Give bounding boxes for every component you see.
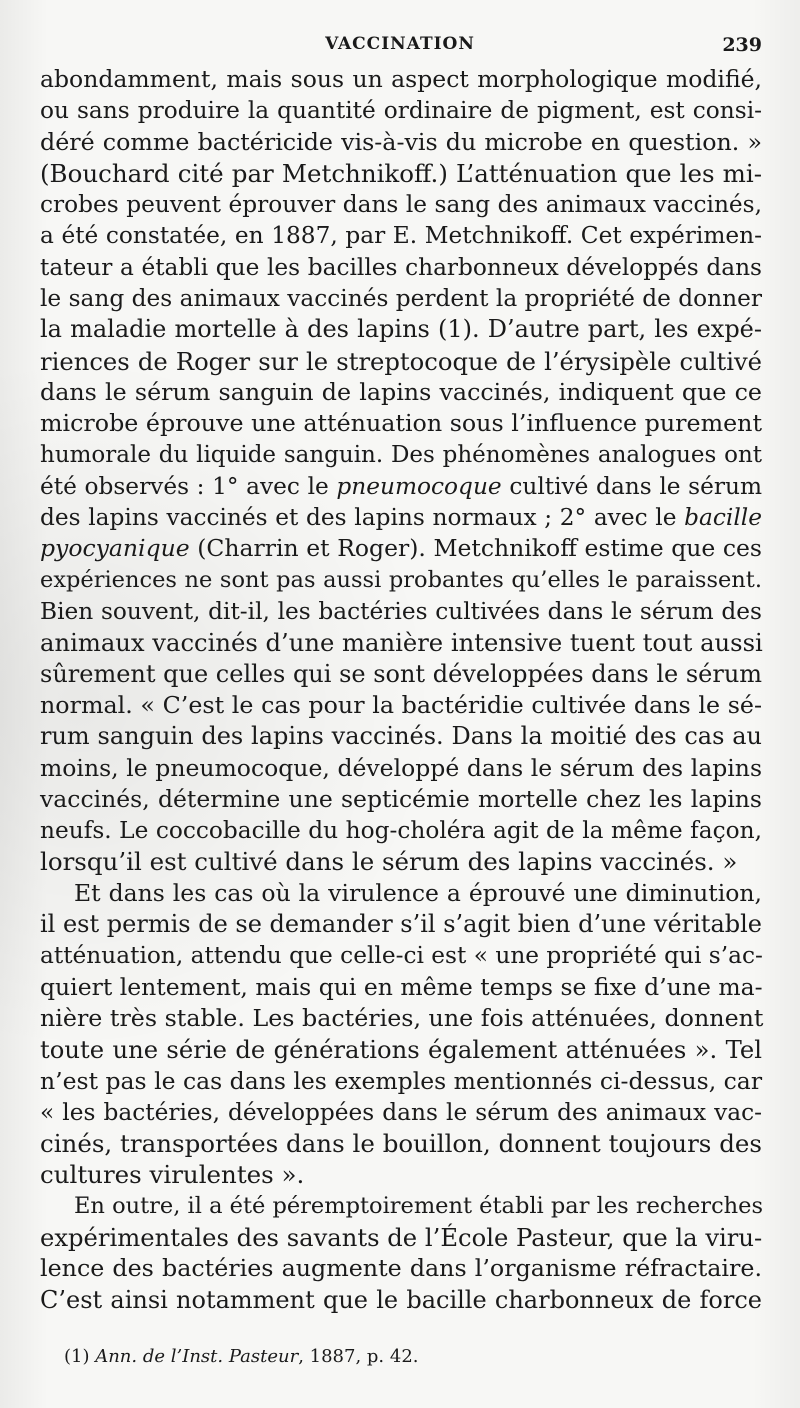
text-line: abondamment, mais sous un aspect morphologique modifié,	[40, 65, 762, 93]
footnote-source: Ann. de l’Inst. Pasteur	[95, 1346, 299, 1367]
text-line: humorale du liquide sanguin. Des phénomènes analogues ont	[40, 441, 762, 468]
text-line: C’est ainsi notamment que le bacille charbonneux de force	[40, 1285, 762, 1314]
italic-term: pneumocoque	[336, 472, 502, 500]
text-line: expériences ne sont pas aussi probantes qu’elles le paraissent.	[40, 566, 762, 593]
text-line: nière très stable. Les bactéries, une fois atténuées, donnent	[40, 1003, 764, 1032]
text-line: En outre, il a été péremptoirement établi par les recherches	[74, 1192, 764, 1219]
text-line	[40, 502, 762, 533]
text-line: n’est pas le cas dans les exemples mentionnés ci-dessus, car	[40, 1066, 763, 1095]
text-line: ou sans produire la quantité ordinaire de pigment, est consi-	[40, 97, 762, 125]
text-line: quiert lentement, mais qui en même temps se fixe d’une ma-	[40, 972, 763, 1001]
running-title: VACCINATION	[325, 34, 475, 54]
text-line: a été constatée, en 1887, par E. Metchnikoff. Cet expérimen-	[40, 222, 762, 250]
text-line: déré comme bactéricide vis-à-vis du microbe en question. »	[40, 127, 762, 156]
text-line: toute une série de générations également atténuées ». Tel	[40, 1035, 762, 1065]
body-text	[40, 64, 762, 1316]
text-line	[40, 471, 762, 502]
italic-term: pyocyanique	[40, 534, 190, 563]
text-segment: (Charrin et Roger). Metchnikoff estime que ces	[189, 534, 762, 563]
text-line: normal. « C’est le cas pour la bactéridie cultivée dans le sé-	[40, 690, 762, 719]
page-number: 239	[722, 34, 762, 56]
text-line: le sang des animaux vaccinés perdent la propriété de donner	[40, 285, 762, 313]
text-line: cinés, transportées dans le bouillon, donnent toujours des	[40, 1129, 762, 1159]
text-line: Et dans les cas où la virulence a éprouvé une diminution,	[74, 878, 762, 907]
text-line: expérimentales des savants de l’École Pasteur, que la viru-	[40, 1222, 763, 1252]
text-line: dans le sérum sanguin de lapins vaccinés, indiquent que ce	[40, 377, 762, 406]
text-line: animaux vaccinés d’une manière intensive tuent tout aussi	[40, 628, 763, 658]
text-line: atténuation, attendu que celle-ci est « une propriété qui s’ac-	[40, 942, 763, 970]
text-line: cultures virulentes ».	[40, 1160, 305, 1190]
text-line: moins, le pneumocoque, développé dans le sérum des lapins	[40, 753, 762, 782]
text-line: crobes peuvent éprouver dans le sang des animaux vaccinés,	[40, 191, 762, 219]
text-line: riences de Roger sur le streptocoque de l’érysipèle cultivé	[40, 346, 762, 376]
text-line: lorsqu’il est cultivé dans le sérum des lapins vaccinés. »	[40, 847, 738, 877]
text-segment: cultivé dans le sérum	[501, 472, 762, 500]
text-segment: été observés : 1° avec le	[40, 472, 337, 500]
text-line: il est permis de se demander s’il s’agit bien d’une véritable	[40, 910, 762, 939]
text-line: sûrement que celles qui se sont développées dans le sérum	[40, 659, 763, 688]
text-line: rum sanguin des lapins vaccinés. Dans la moitié des cas au	[40, 722, 762, 751]
footnote	[64, 1346, 419, 1367]
footnote-details: , 1887, p. 42.	[298, 1346, 419, 1367]
footnote-marker: (1)	[64, 1346, 96, 1367]
text-line: la maladie mortelle à des lapins (1). D’autre part, les expé-	[40, 315, 762, 344]
text-line: vaccinés, détermine une septicémie mortelle chez les lapins	[40, 784, 762, 813]
text-line	[40, 533, 762, 564]
text-line: « les bactéries, développées dans le sérum des animaux vac-	[40, 1098, 762, 1126]
text-line: Bien souvent, dit-il, les bactéries cultivées dans le sérum des	[40, 598, 762, 626]
text-line: microbe éprouve une atténuation sous l’influence purement	[40, 409, 762, 438]
text-segment: des lapins vaccinés et des lapins normaux ; 2° avec le	[40, 504, 685, 532]
running-head	[0, 34, 800, 58]
text-line: (Bouchard cité par Metchnikoff.) L’atténuation que les mi-	[40, 158, 762, 188]
italic-term: bacille	[684, 504, 762, 532]
text-line: tateur a établi que les bacilles charbonneux développés dans	[40, 253, 762, 281]
text-line: neufs. Le coccobacille du hog-choléra agit de la même façon,	[40, 817, 762, 845]
text-line: lence des bactéries augmente dans l’organisme réfractaire.	[40, 1254, 762, 1283]
